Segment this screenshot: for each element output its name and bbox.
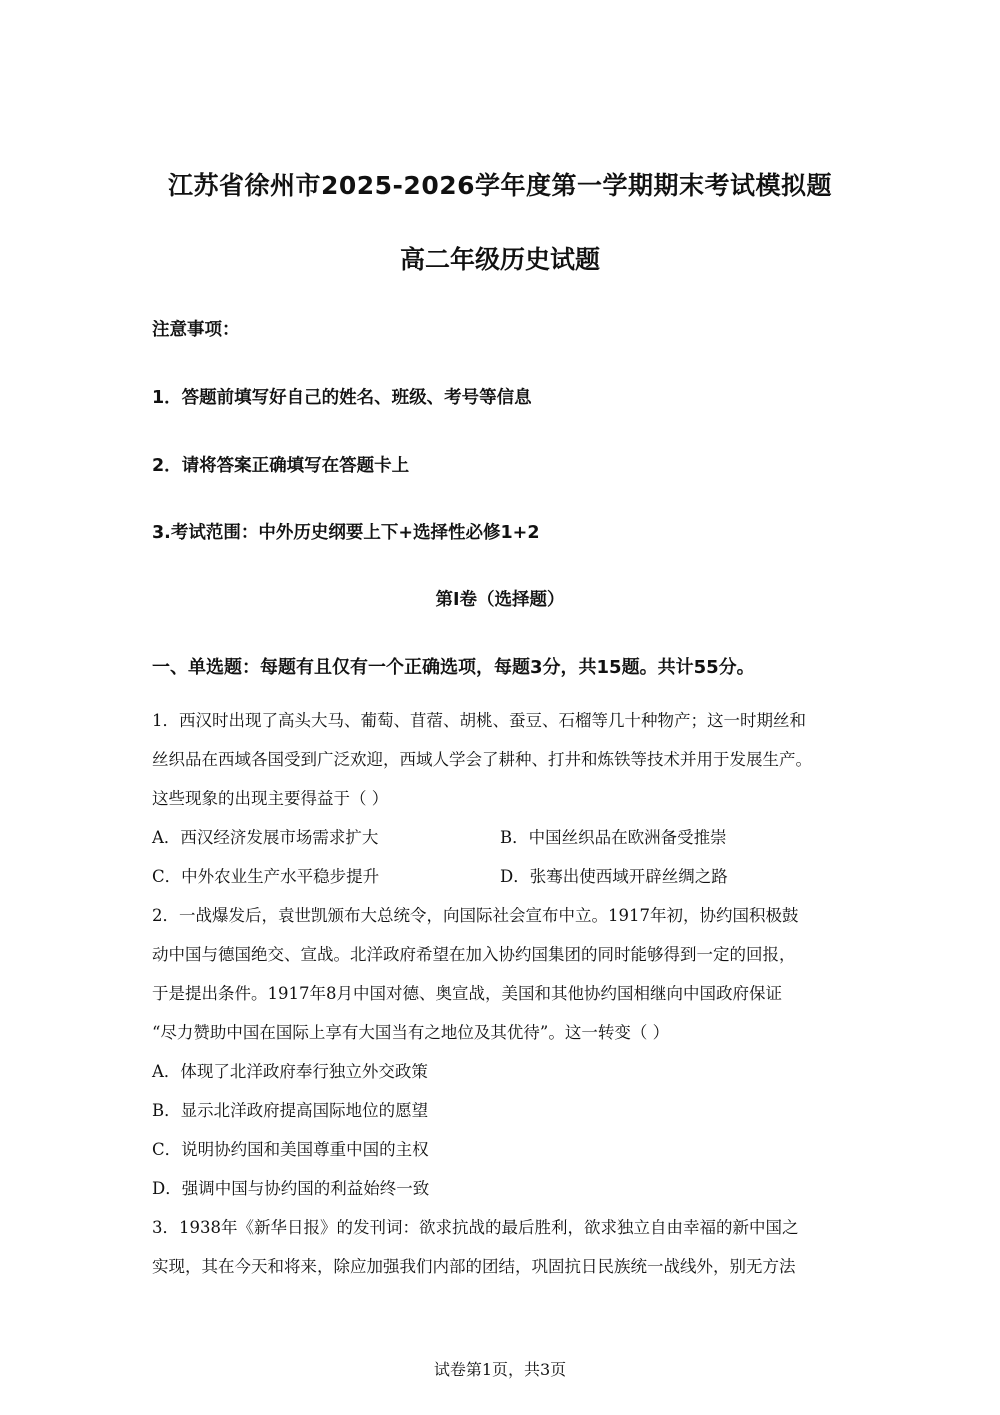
question-1-option-a: A．西汉经济发展市场需求扩大 [152,828,379,847]
notes-heading: 注意事项： [152,320,240,340]
exam-title: 江苏省徐州市2025-2026学年度第一学期期末考试模拟题 [167,171,833,200]
section-title: 一、单选题：每题有且仅有一个正确选项，每题3分，共15题。共计55分。 [152,657,755,678]
question-1-line-2: 丝织品在西域各国受到广泛欢迎，西域人学会了耕种、打井和炼铁等技术并用于发展生产。 [152,750,812,769]
question-1-option-d: D．张骞出使西域开辟丝绸之路 [500,867,728,886]
question-2-line-1: 2．一战爆发后，袁世凯颁布大总统令，向国际社会宣布中立。1917年初，协约国积极鼓 [152,906,799,925]
question-2-option-c: C．说明协约国和美国尊重中国的主权 [152,1140,429,1159]
note-item-3: 3.考试范围：中外历史纲要上下+选择性必修1+2 [152,523,540,543]
note-item-2: 2．请将答案正确填写在答题卡上 [152,456,410,476]
question-2-line-4: “尽力赞助中国在国际上享有大国当有之地位及其优待”。这一转变（ ） [152,1023,670,1042]
question-2-option-d: D．强调中国与协约国的利益始终一致 [152,1179,430,1198]
question-1-line-1: 1．西汉时出现了高头大马、葡萄、苜蓿、胡桃、蚕豆、石榴等几十种物产；这一时期丝和 [152,711,806,730]
exam-subtitle: 高二年级历史试题 [399,245,600,274]
question-2-line-3: 于是提出条件。1917年8月中国对德、奥宣战，美国和其他协约国相继向中国政府保证 [152,984,782,1003]
page-footer: 试卷第1页，共3页 [433,1360,567,1379]
note-item-1: 1．答题前填写好自己的姓名、班级、考号等信息 [152,388,532,408]
question-2-option-b: B．显示北洋政府提高国际地位的愿望 [152,1101,429,1120]
question-2-option-a: A．体现了北洋政府奉行独立外交政策 [152,1062,428,1081]
question-1-option-b: B．中国丝织品在欧洲备受推崇 [500,828,727,847]
question-3-line-1: 3．1938年《新华日报》的发刊词：欲求抗战的最后胜利，欲求独立自由幸福的新中国之 [152,1218,799,1237]
question-2-line-2: 动中国与德国绝交、宣战。北洋政府希望在加入协约国集团的同时能够得到一定的回报， [152,945,796,964]
part-title: 第I卷（选择题） [435,590,565,610]
question-1-option-c: C．中外农业生产水平稳步提升 [152,867,380,886]
question-1-line-3: 这些现象的出现主要得益于（ ） [152,789,389,808]
question-3-line-2: 实现，其在今天和将来，除应加强我们内部的团结，巩固抗日民族统一战线外，别无方法 [152,1257,796,1276]
